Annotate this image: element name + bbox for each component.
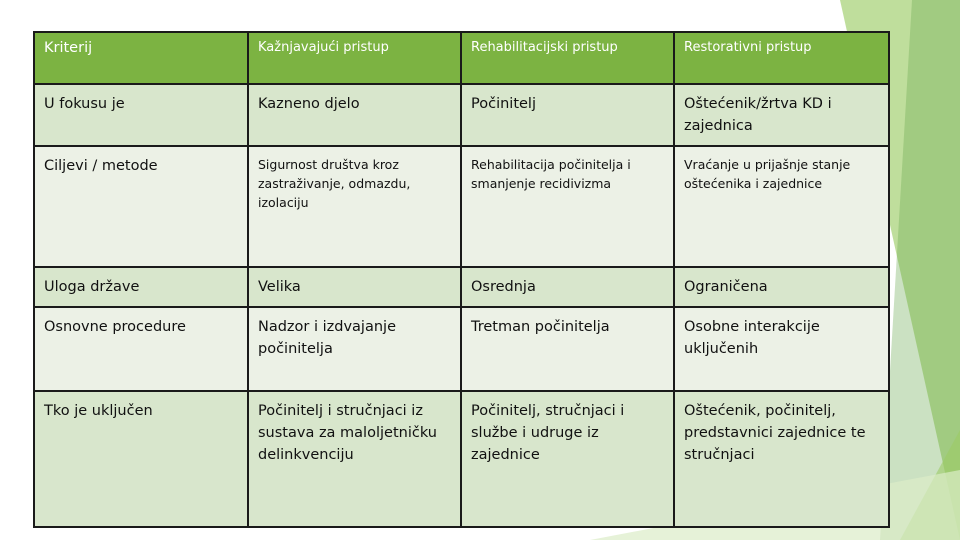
- table-cell: Uloga države: [34, 267, 248, 307]
- table-cell: Osobne interakcije uključenih: [674, 307, 889, 391]
- table-cell: Rehabilitacija počinitelja i smanjenje recidivizma: [461, 146, 674, 267]
- table-row: [34, 307, 889, 391]
- header-cell-punitive: Kažnjavajući pristup: [248, 32, 461, 84]
- table-cell: Sigurnost društva kroz zastraživanje, odmazdu, izolaciju: [248, 146, 461, 267]
- table-cell: Tko je uključen: [34, 391, 248, 527]
- table-cell: Tretman počinitelja: [461, 307, 674, 391]
- header-cell-rehabilitative: Rehabilitacijski pristup: [461, 32, 674, 84]
- header-cell-restorative: Restorativni pristup: [674, 32, 889, 84]
- table-cell: Vraćanje u prijašnje stanje oštećenika i zajednice: [674, 146, 889, 267]
- table-cell: Kazneno djelo: [248, 84, 461, 146]
- table-cell: U fokusu je: [34, 84, 248, 146]
- table-cell: Ciljevi / metode: [34, 146, 248, 267]
- table-header-row: [34, 32, 889, 84]
- table-cell: Osnovne procedure: [34, 307, 248, 391]
- table-cell: Osrednja: [461, 267, 674, 307]
- table-cell: Počinitelj: [461, 84, 674, 146]
- table-cell: Oštećenik/žrtva KD i zajednica: [674, 84, 889, 146]
- table-cell: Počinitelj, stručnjaci i službe i udruge iz zajednice: [461, 391, 674, 527]
- table-row: [34, 146, 889, 267]
- header-cell-criterion: Kriterij: [34, 32, 248, 84]
- table-cell: Ograničena: [674, 267, 889, 307]
- comparison-table: [33, 31, 890, 528]
- table-cell: Počinitelj i stručnjaci iz sustava za maloljetničku delinkvenciju: [248, 391, 461, 527]
- table-cell: Oštećenik, počinitelj, predstavnici zajednice te stručnjaci: [674, 391, 889, 527]
- decorative-green-triangle: [900, 430, 960, 540]
- table-cell: Velika: [248, 267, 461, 307]
- table-cell: Nadzor i izdvajanje počinitelja: [248, 307, 461, 391]
- decorative-green-band: [880, 0, 960, 540]
- table-row: [34, 391, 889, 527]
- table-row: [34, 84, 889, 146]
- table-row: [34, 267, 889, 307]
